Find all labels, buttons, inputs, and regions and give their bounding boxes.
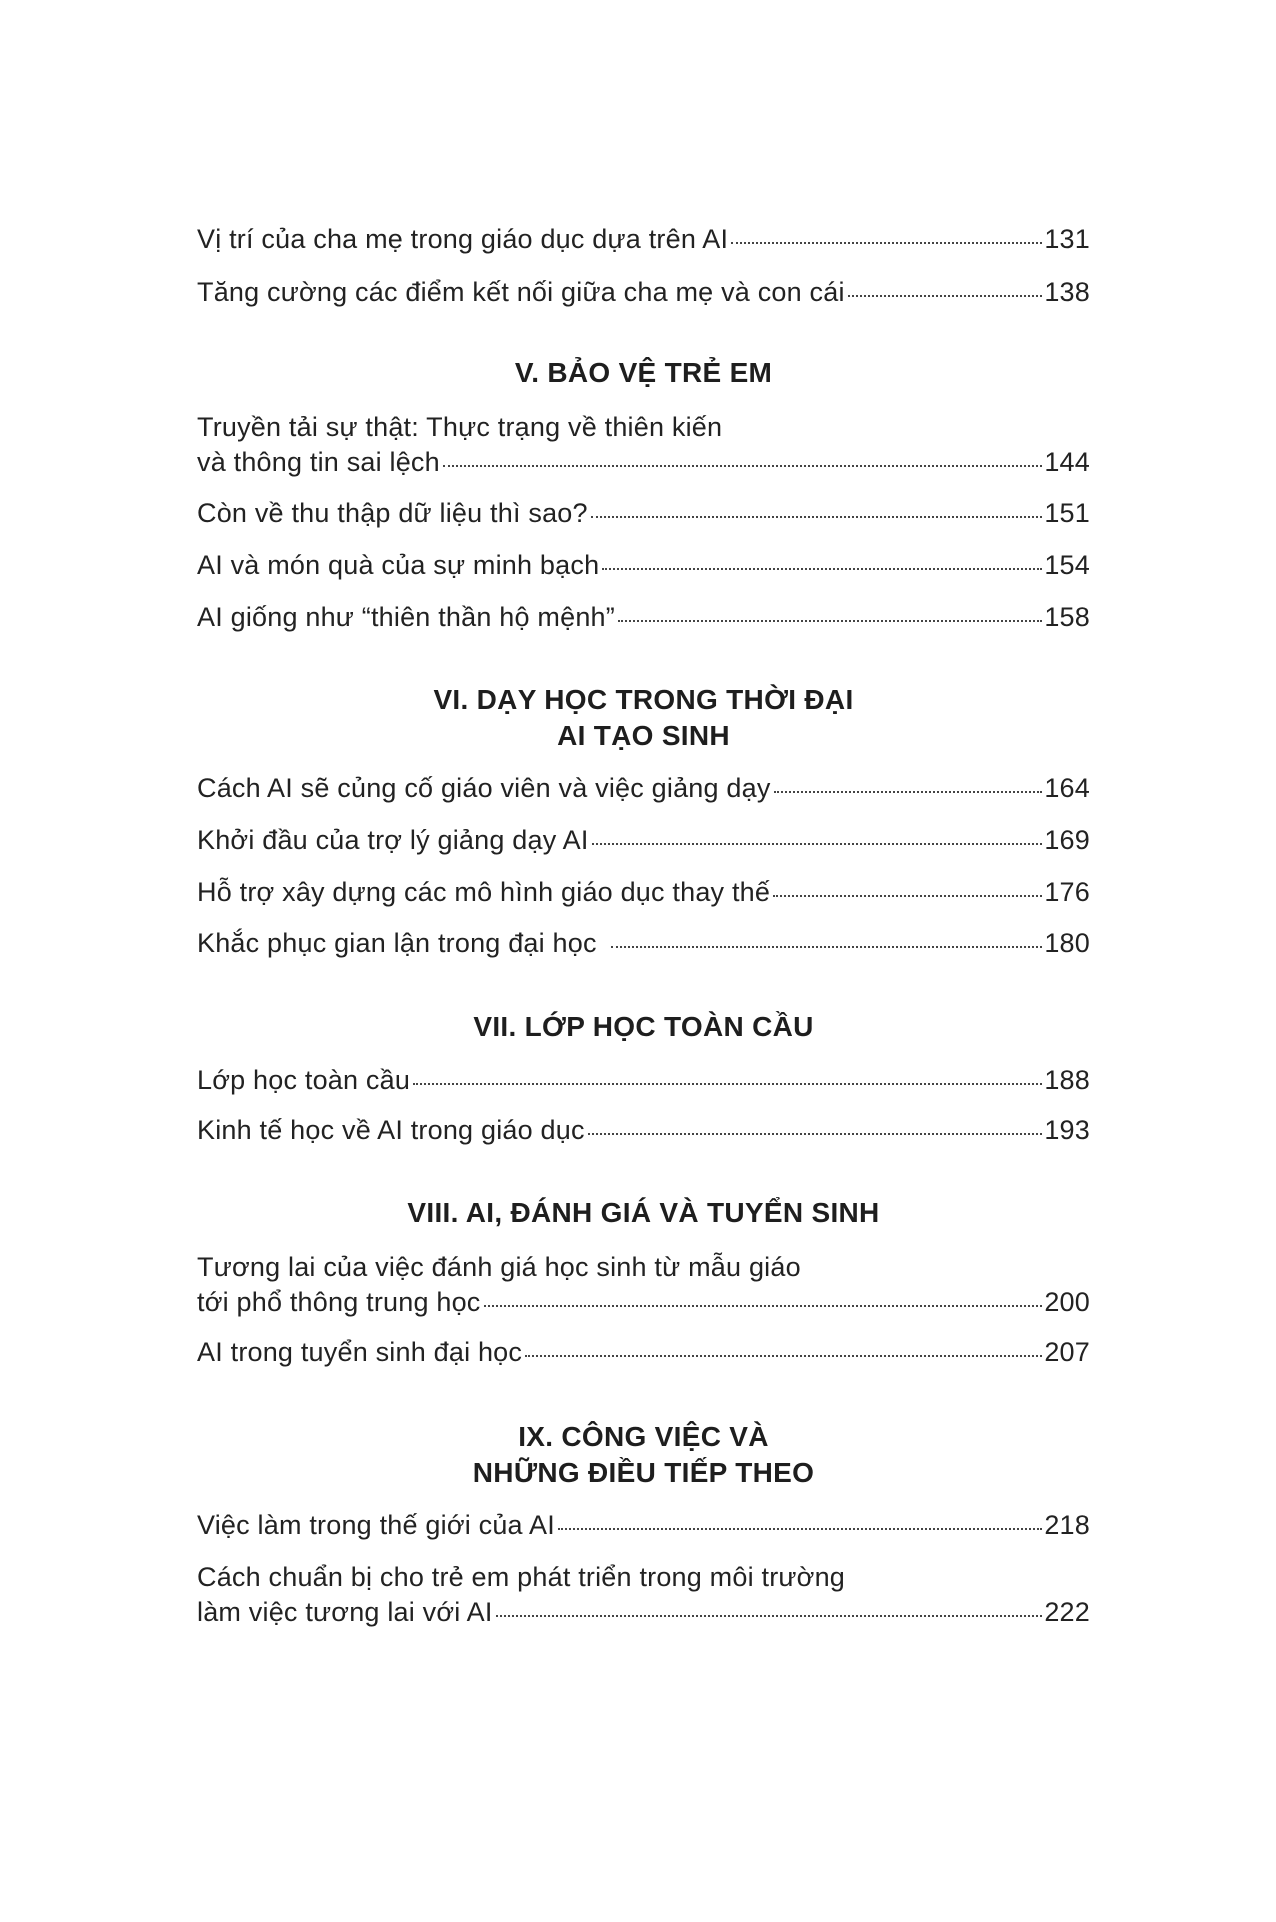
dot-leader: [525, 1355, 1042, 1357]
toc-entry-title: Khởi đầu của trợ lý giảng dạy AI: [197, 825, 589, 855]
dot-leader: [413, 1083, 1042, 1085]
dot-leader: [618, 620, 1042, 622]
chapter-heading-line: IX. CÔNG VIỆC VÀ: [518, 1421, 769, 1452]
toc-page-number: 151: [1044, 498, 1090, 528]
chapter-heading-line: VI. DẠY HỌC TRONG THỜI ĐẠI: [433, 684, 854, 715]
dot-leader: [773, 895, 1042, 897]
dot-leader: [602, 568, 1042, 570]
chapter-heading: [197, 1009, 1090, 1045]
toc-page-number: 176: [1044, 877, 1090, 907]
toc-entry[interactable]: [197, 410, 1090, 480]
toc-entry-title: AI giống như “thiên thần hộ mệnh”: [197, 602, 615, 632]
toc-entry[interactable]: [197, 600, 1090, 635]
toc-entry[interactable]: [197, 548, 1090, 583]
toc-entry-title: Truyền tải sự thật: Thực trạng về thiên kiến: [197, 412, 723, 442]
toc-entry[interactable]: [197, 1508, 1090, 1543]
toc-entry-title: Vị trí của cha mẹ trong giáo dục dựa trên AI: [197, 224, 729, 254]
toc-page-number: 222: [1044, 1597, 1090, 1627]
chapter-heading-line: NHỮNG ĐIỀU TIẾP THEO: [472, 1457, 815, 1488]
toc-entry-title: Còn về thu thập dữ liệu thì sao?: [197, 498, 588, 528]
toc-page-number: 188: [1044, 1065, 1090, 1095]
chapter-heading-line: VII. LỚP HỌC TOÀN CẦU: [473, 1011, 814, 1042]
chapter-heading: [197, 1195, 1090, 1231]
toc-entry-title: Tương lai của việc đánh giá học sinh từ mẫu giáo: [197, 1252, 801, 1282]
toc-page-number: 164: [1044, 773, 1090, 803]
toc-entry-title: Khắc phục gian lận trong đại học: [197, 928, 597, 958]
toc-page-number: 144: [1044, 447, 1090, 477]
toc-entry[interactable]: [197, 496, 1090, 531]
dot-leader: [588, 1133, 1043, 1135]
toc-entry-title-cont: tới phổ thông trung học: [197, 1287, 481, 1317]
toc-entry-title: AI trong tuyển sinh đại học: [197, 1337, 523, 1367]
dot-leader: [591, 516, 1043, 518]
toc-entry-title: Việc làm trong thế giới của AI: [197, 1510, 555, 1540]
toc-entry-title-cont: làm việc tương lai với AI: [197, 1597, 493, 1627]
chapter-heading: [197, 1419, 1090, 1491]
toc-entry-title: Hỗ trợ xây dựng các mô hình giáo dục thay thế: [197, 877, 771, 907]
toc-entry[interactable]: [197, 926, 1090, 961]
toc-entry[interactable]: [197, 1063, 1090, 1098]
dot-leader: [848, 295, 1043, 297]
dot-leader: [731, 242, 1042, 244]
toc-page-number: 138: [1044, 277, 1090, 307]
toc-page-number: 131: [1044, 224, 1090, 254]
toc-entry-title: Kinh tế học về AI trong giáo dục: [197, 1115, 585, 1145]
toc-entry[interactable]: [197, 222, 1090, 257]
toc-entry[interactable]: [197, 1250, 1090, 1320]
toc-page-number: 200: [1044, 1287, 1090, 1317]
toc-page-number: 193: [1044, 1115, 1090, 1145]
toc-entry-title: Tăng cường các điểm kết nối giữa cha mẹ và con cái: [197, 277, 845, 307]
toc-entry-title-cont: và thông tin sai lệch: [197, 447, 440, 477]
dot-leader: [611, 946, 1043, 948]
toc-entry[interactable]: [197, 823, 1090, 858]
toc-entry-title: AI và món quà của sự minh bạch: [197, 550, 600, 580]
chapter-heading: [197, 682, 1090, 754]
toc-entry[interactable]: [197, 275, 1090, 310]
toc-entry[interactable]: [197, 875, 1090, 910]
toc-entry[interactable]: [197, 1560, 1090, 1630]
chapter-heading-line: AI TẠO SINH: [557, 720, 730, 751]
dot-leader: [443, 465, 1042, 467]
chapter-heading-line: VIII. AI, ĐÁNH GIÁ VÀ TUYỂN SINH: [407, 1197, 880, 1228]
dot-leader: [774, 791, 1043, 793]
chapter-heading: [197, 355, 1090, 391]
toc-entry-title: Cách AI sẽ củng cố giáo viên và việc giảng dạy: [197, 773, 771, 803]
toc-page-number: 207: [1044, 1337, 1090, 1367]
toc-page-number: 180: [1044, 928, 1090, 958]
dot-leader: [592, 843, 1043, 845]
dot-leader: [484, 1305, 1043, 1307]
dot-leader: [558, 1528, 1042, 1530]
chapter-heading-line: V. BẢO VỆ TRẺ EM: [514, 357, 773, 388]
toc-page-number: 154: [1044, 550, 1090, 580]
toc-entry[interactable]: [197, 1113, 1090, 1148]
toc-entry[interactable]: [197, 1335, 1090, 1370]
dot-leader: [496, 1615, 1043, 1617]
toc-entry-title: Cách chuẩn bị cho trẻ em phát triển trong môi trường: [197, 1562, 845, 1592]
toc-page-number: 169: [1044, 825, 1090, 855]
toc-entry[interactable]: [197, 771, 1090, 806]
toc-page-number: 218: [1044, 1510, 1090, 1540]
toc-entry-title: Lớp học toàn cầu: [197, 1065, 411, 1095]
table-of-contents-page: [197, 0, 1090, 1922]
toc-page-number: 158: [1044, 602, 1090, 632]
